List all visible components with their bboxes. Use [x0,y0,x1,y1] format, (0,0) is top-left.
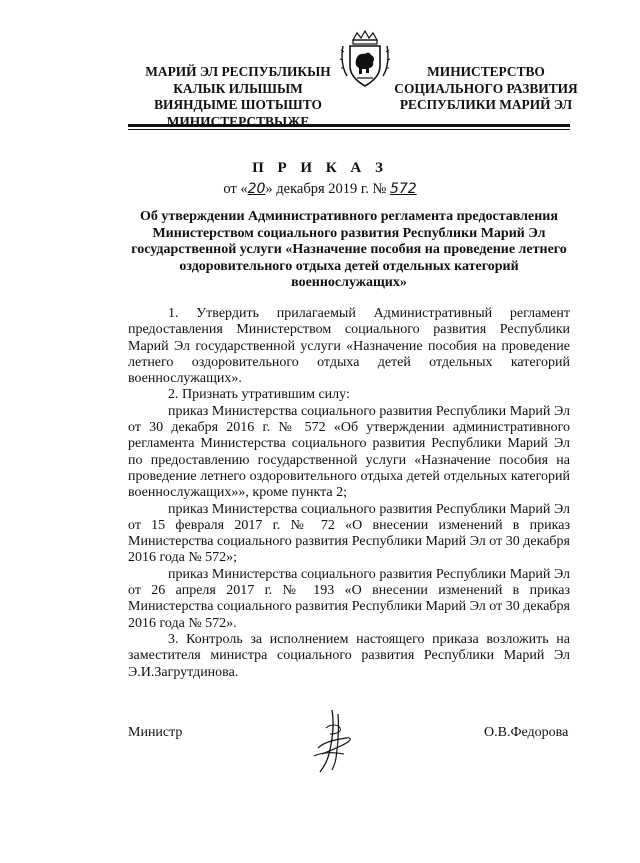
header-right-block [386,64,586,114]
header-left-line-2: КАЛЫК ИЛЫШЫМ [173,80,303,96]
date-middle: » декабря 2019 г. № [265,181,387,197]
header-left-block [118,64,358,130]
header-right-line-3: РЕСПУБЛИКИ МАРИЙ ЭЛ [399,97,573,112]
header-divider-thick [128,124,570,127]
document-body [128,306,570,681]
signature-position: Министр [128,725,183,740]
handwritten-signature [308,708,358,774]
paragraph-5: приказ Министерства социального развития Республики Марий Эл от 26 апреля 2017 г. № 193 «О внесении изменений в приказ Министерства социального развития Республики Марий Эл от 30 декабря 2016 года № 572». [128,566,570,631]
paragraph-3: приказ Министерства социального развития Республики Марий Эл от 30 декабря 2016 г. № 572 «Об утверждении административного регламента Министерства социального развития Республики Марий Эл по предоставлению государственной услуги «Назначение пособия на проведение летнего оздоровительного отдыха детей отдельных категорий военнослужащих»», кроме пункта 2; [128,403,570,501]
header-divider-thin [128,129,570,130]
paragraph-2: 2. Признать утратившим силу: [168,387,350,403]
date-prefix: от « [223,181,248,197]
signature-name: О.В.Федорова [484,725,569,740]
coat-of-arms-icon [339,30,391,90]
paragraph-1: 1. Утвердить прилагаемый Административный регламент предоставления Министерством социального развития Республики Марий Эл государственной услуги «Назначение пособия на проведение летнего оздоровительного отдыха детей отдельных категорий военнослужащих». [128,306,570,387]
order-number-handwritten: 572 [389,181,417,197]
header-right-line-1: МИНИСТЕРСТВО [427,64,545,79]
document-title: П Р И К А З [252,160,388,176]
header-left-line-1: МАРИЙ ЭЛ РЕСПУБЛИКЫН [145,64,331,79]
paragraph-4: приказ Министерства социального развития Республики Марий Эл от 15 февраля 2017 г. № 72 «О внесении изменений в приказ Министерства социального развития Республики Марий Эл от 30 декабря 2016 года № 572»; [128,501,570,566]
header-left-line-4: МИНИСТЕРСТВЫЖЕ [166,113,310,129]
header-right-line-2: СОЦИАЛЬНОГО РАЗВИТИЯ [394,80,578,96]
paragraph-6: 3. Контроль за исполнением настоящего приказа возложить на заместителя министра социального развития Республики Марий Эл Э.И.Загрутдинова. [128,631,570,680]
date-day-handwritten: 20 [247,181,266,197]
document-subject: Об утверждении Административного регламента предоставления Министерством социального развития Республики Марий Эл государственной услуги «Назначение пособия на проведение летнего оздоровительного отдыха детей отдельных категорий военнослужащих» [131,209,567,291]
header-left-line-3: ВИЯНДЫМЕ ШОТЫШТО [154,97,322,112]
date-line [0,181,640,198]
